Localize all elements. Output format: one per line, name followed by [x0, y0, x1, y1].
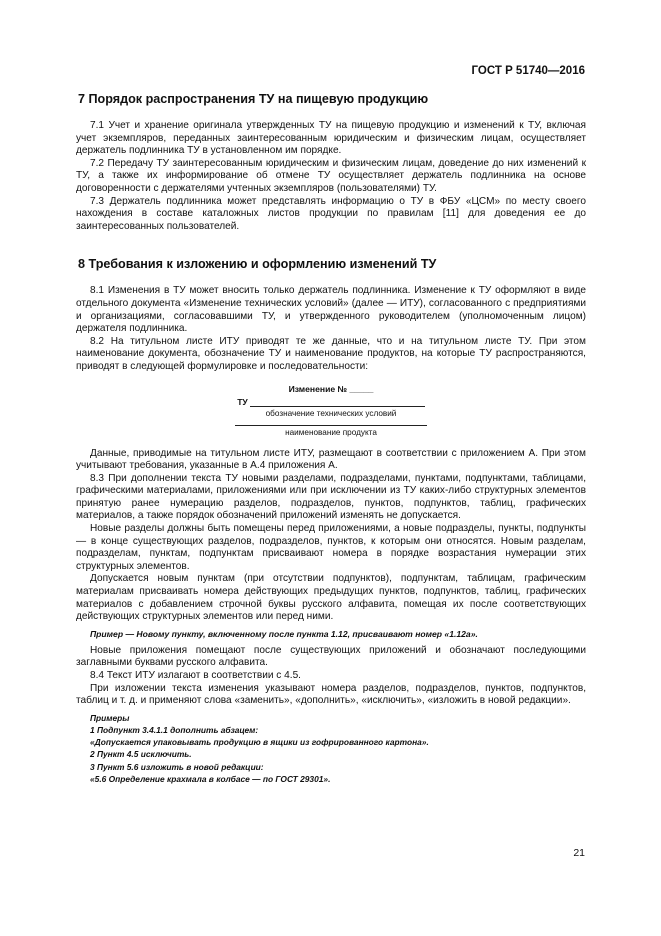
example-line: «Допускается упаковывать продукцию в ящики из гофрированного картона».: [90, 737, 429, 748]
example-line: 3 Пункт 5.6 изложить в новой редакции:: [90, 761, 264, 772]
paragraph-change-text: При изложении текста изменения указывают номера разделов, подразделов, пунктов, подпунктов, таблиц и т. д. и применяют слова «заменить», «дополнить», «исключить», «изложить в новой редакции».: [76, 682, 586, 707]
paragraph-8-4: 8.4 Текст ИТУ излагают в соответствии с 4.5.: [90, 670, 301, 681]
form-change-number: Изменение № _____: [288, 383, 374, 394]
form-caption-product: наименование продукта: [285, 427, 377, 437]
form-product-line: [235, 424, 427, 426]
example-note: Пример — Новому пункту, включенному после пункта 1.12, присваивают номер «1.12а».: [90, 628, 478, 639]
form-caption-designation: обозначение технических условий: [265, 408, 397, 418]
paragraph-7-3: 7.3 Держатель подлинника может представлять информацию о ТУ в ФБУ «ЦСМ» по месту своего нахождения в составе каталожных листов продукции по правилам [11] для доведения ее до заинтересованных пользователей.: [76, 195, 586, 232]
paragraph-8-3: 8.3 При дополнении текста ТУ новыми разделами, подразделами, пунктами, подпунктами, таблицами, графическими материалами, приложениями или при исключении из ТУ каких-либо структурных элементов принятую ранее нумерацию разделов, подразделов, пунктов, подпунктов, таблиц, графических материалов, а также порядок обозначений приложений изменять не допускается.: [76, 472, 586, 522]
examples-block: [76, 712, 586, 785]
page-number: 21: [573, 847, 585, 859]
paragraph-new-sections: Новые разделы должны быть помещены перед приложениями, а новые подразделы, пункты, подпункты — в конце существующих разделов, подразделов, пунктов, к которым они относятся. Новым разделам, подразделам, пунктам, подпунктам присваивают номера в порядке возрастания нумерации этих структурных элементов.: [76, 523, 586, 572]
paragraph-8-2: 8.2 На титульном листе ИТУ приводят те же данные, что и на титульном листе ТУ. При этом наименование документа, обозначение ТУ и наименование продуктов, на которые ТУ распространяются, приводят в следующей формулировке и последовательности:: [76, 335, 586, 372]
form-tu-label: ТУ: [237, 396, 248, 407]
paragraph-numbering: Допускается новым пунктам (при отсутствии подпунктов), подпунктам, таблицам, графическим материалам присваивать номера действующих предыдущих пунктов, подпунктов, таблиц, графических материалов с добавлением строчной буквы русского алфавита, помещая их после соответствующих действующих структурных элементов или перед ними.: [76, 573, 586, 623]
form-tu-line: [250, 405, 425, 407]
paragraph-8-1: 8.1 Изменения в ТУ может вносить только держатель подлинника. Изменение к ТУ оформляют в виде отдельного документа «Изменение технических условий» (далее — ИТУ), согласованного с предприятиями и организациями, согласовавшими ТУ, и утвержденного руководителем (уполномоченным лицом) держателя подлинника.: [76, 285, 586, 335]
paragraph-7-2: 7.2 Передачу ТУ заинтересованным юридическим и физическим лицам, доведение до них изменений к ТУ, а также их информирование об отмене ТУ осуществляет держатель подлинника на основе договоренности с держателями учтенных экземпляров (пользователями) ТУ.: [76, 157, 586, 194]
page-content: [76, 92, 586, 785]
paragraph-appendices: Новые приложения помещают после существующих приложений и обозначают последующими заглавными буквами русского алфавита.: [76, 644, 586, 669]
paragraph-7-1: 7.1 Учет и хранение оригинала утвержденных ТУ на пищевую продукцию и изменений к ТУ, включая учет экземпляров, переданных заинтересованным юридическим и физическим лицам, осуществляет держатель подлинника ТУ в установленном им порядке.: [76, 120, 586, 157]
title-page-form: [76, 384, 586, 438]
example-line: «5.6 Определение крахмала в колбасе — по ГОСТ 29301».: [90, 773, 331, 784]
example-line: 1 Подпункт 3.4.1.1 дополнить абзацем:: [90, 724, 259, 735]
section-8-title: 8 Требования к изложению и оформлению изменений ТУ: [78, 257, 437, 272]
examples-heading: Примеры: [90, 712, 130, 723]
example-line: 2 Пункт 4.5 исключить.: [90, 749, 192, 760]
section-7-title: 7 Порядок распространения ТУ на пищевую продукцию: [78, 92, 429, 106]
document-id: ГОСТ Р 51740—2016: [471, 65, 585, 77]
paragraph-8-2-data: Данные, приводимые на титульном листе ИТУ, размещают в соответствии с приложением А. При этом учитывают требования, указанные в А.4 приложения А.: [76, 447, 586, 472]
